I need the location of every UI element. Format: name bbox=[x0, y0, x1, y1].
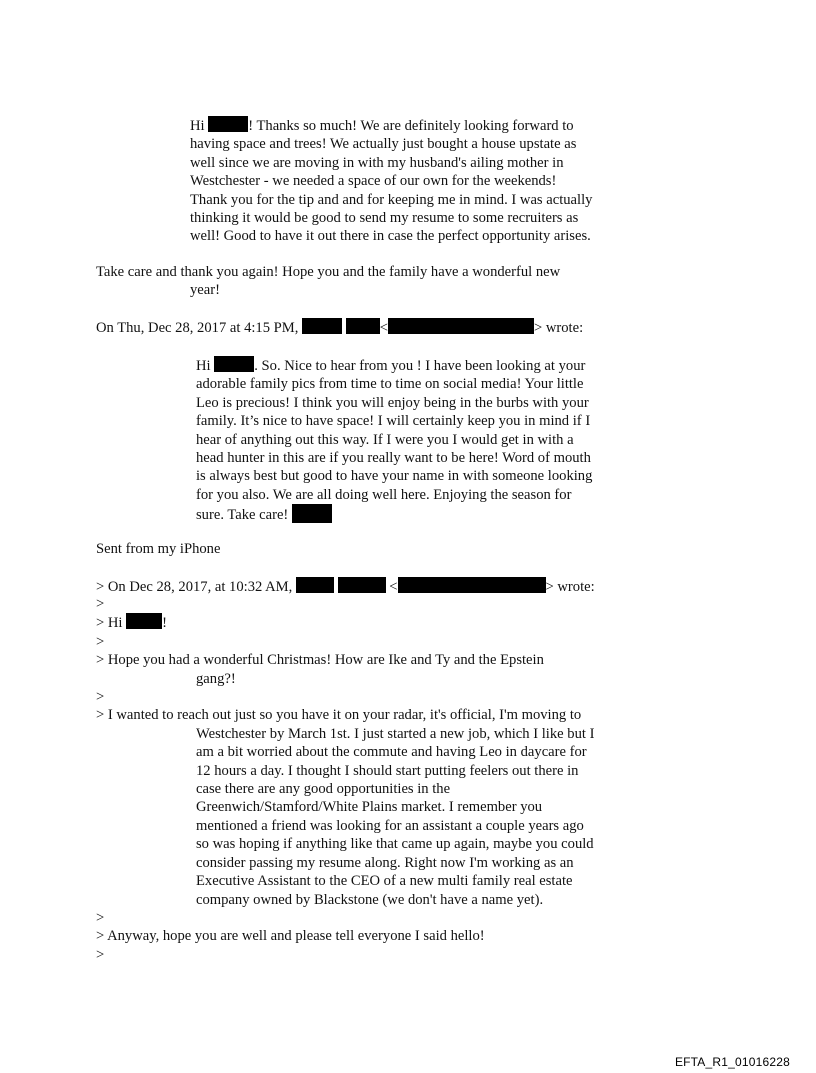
header-date: > On Dec 28, 2017, at 10:32 AM, bbox=[96, 579, 293, 595]
quote-marker: > bbox=[96, 689, 105, 706]
redaction-block bbox=[388, 318, 534, 334]
quoted-line: 12 hours a day. I thought I should start putting feelers out there in bbox=[196, 762, 579, 779]
quoted-line: so was hoping if anything like that came up again, maybe you could bbox=[196, 836, 594, 853]
header-wrote: > wrote: bbox=[533, 320, 584, 336]
quoted-line: am a bit worried about the commute and having Leo in daycare for bbox=[196, 744, 587, 761]
quoted-line: family. It’s nice to have space! I will certainly keep you in mind if I bbox=[196, 413, 591, 430]
quoted-line: hear of anything out this way. If I were you I would get in with a bbox=[196, 431, 574, 448]
quote-marker: > bbox=[96, 596, 105, 612]
greeting-tail: ! bbox=[162, 615, 168, 632]
quoted-line: sure. Take care! bbox=[196, 507, 289, 524]
greeting-tail: . So. Nice to hear from you ! I have been looking at your bbox=[254, 358, 586, 374]
redaction-block bbox=[346, 318, 380, 334]
greeting-word: > Hi bbox=[96, 615, 123, 632]
quoted-line: mentioned a friend was looking for an assistant a couple years ago bbox=[196, 817, 584, 834]
quoted-line: Executive Assistant to the CEO of a new multi family real estate bbox=[196, 873, 573, 890]
document-id-footer: EFTA_R1_01016228 bbox=[674, 1055, 790, 1069]
reply-line: thinking it would be good to send my resume to some recruiters as bbox=[190, 210, 579, 227]
redaction-block bbox=[214, 356, 254, 372]
quote-marker: > bbox=[96, 946, 105, 963]
redaction-block bbox=[126, 613, 162, 629]
email-open-bracket: < bbox=[379, 320, 388, 336]
quoted-message-2 bbox=[96, 595, 594, 964]
redaction-block bbox=[302, 318, 342, 334]
greeting-word: Hi bbox=[196, 358, 211, 374]
quoted-line: > I wanted to reach out just so you have it on your radar, it's official, I'm moving to bbox=[96, 707, 582, 724]
signature bbox=[96, 540, 220, 558]
reply-line: Westchester - we needed a space of our own for the weekends! bbox=[190, 173, 557, 190]
quoted-line: head hunter in this are if you really want to be here! Word of mouth bbox=[196, 450, 591, 467]
quoted-line: gang?! bbox=[196, 670, 236, 687]
redaction-block bbox=[296, 577, 334, 593]
quote-marker: > bbox=[96, 909, 105, 926]
header-wrote: > wrote: bbox=[545, 579, 595, 595]
redaction-block bbox=[338, 577, 386, 593]
quoted-line: company owned by Blackstone (we don't have a name yet). bbox=[196, 891, 544, 908]
greeting-tail: ! Thanks so much! We are definitely looking forward to bbox=[248, 118, 574, 134]
header-date: On Thu, Dec 28, 2017 at 4:15 PM, bbox=[96, 320, 299, 336]
email-header-2 bbox=[96, 577, 595, 596]
closing bbox=[96, 263, 560, 300]
reply-line: well since we are moving in with my husband's ailing mother in bbox=[190, 154, 564, 171]
quoted-message-1 bbox=[196, 356, 592, 525]
quoted-line: case there are any good opportunities in the bbox=[196, 781, 451, 798]
redaction-block bbox=[398, 577, 546, 593]
quoted-line: Westchester by March 1st. I just started a new job, which I like but I bbox=[196, 725, 595, 742]
greeting-word: Hi bbox=[190, 118, 205, 134]
signature-text: Sent from my iPhone bbox=[96, 541, 221, 557]
reply-line: having space and trees! We actually just bought a house upstate as bbox=[190, 136, 577, 153]
closing-line: year! bbox=[190, 282, 220, 299]
quoted-line: consider passing my resume along. Right now I'm working as an bbox=[196, 854, 574, 871]
reply-body bbox=[190, 116, 592, 246]
reply-greeting-line bbox=[190, 116, 592, 135]
closing-line: Take care and thank you again! Hope you and the family have a wonderful new bbox=[96, 264, 561, 280]
reply-line: well! Good to have it out there in case the perfect opportunity arises. bbox=[190, 228, 591, 245]
quoted-line: for you also. We are all doing well here. Enjoying the season for bbox=[196, 486, 572, 503]
redaction-block bbox=[208, 116, 248, 132]
quoted-line: > Anyway, hope you are well and please tell everyone I said hello! bbox=[96, 928, 485, 945]
quoted-line: Greenwich/Stamford/White Plains market. I remember you bbox=[196, 799, 543, 816]
email-header-1 bbox=[96, 318, 583, 337]
quoted-line: is always best but good to have your name in with someone looking bbox=[196, 468, 593, 485]
email-open-bracket: < bbox=[389, 579, 398, 595]
quoted-line: Leo is precious! I think you will enjoy being in the burbs with your bbox=[196, 394, 589, 411]
quoted-line: adorable family pics from time to time on social media! Your little bbox=[196, 376, 584, 393]
reply-line: Thank you for the tip and and for keeping me in mind. I was actually bbox=[190, 191, 593, 208]
quoted-line: > Hope you had a wonderful Christmas! How are Ike and Ty and the Epstein bbox=[96, 652, 544, 669]
redaction-block bbox=[292, 504, 332, 523]
quote-marker: > bbox=[96, 633, 105, 650]
